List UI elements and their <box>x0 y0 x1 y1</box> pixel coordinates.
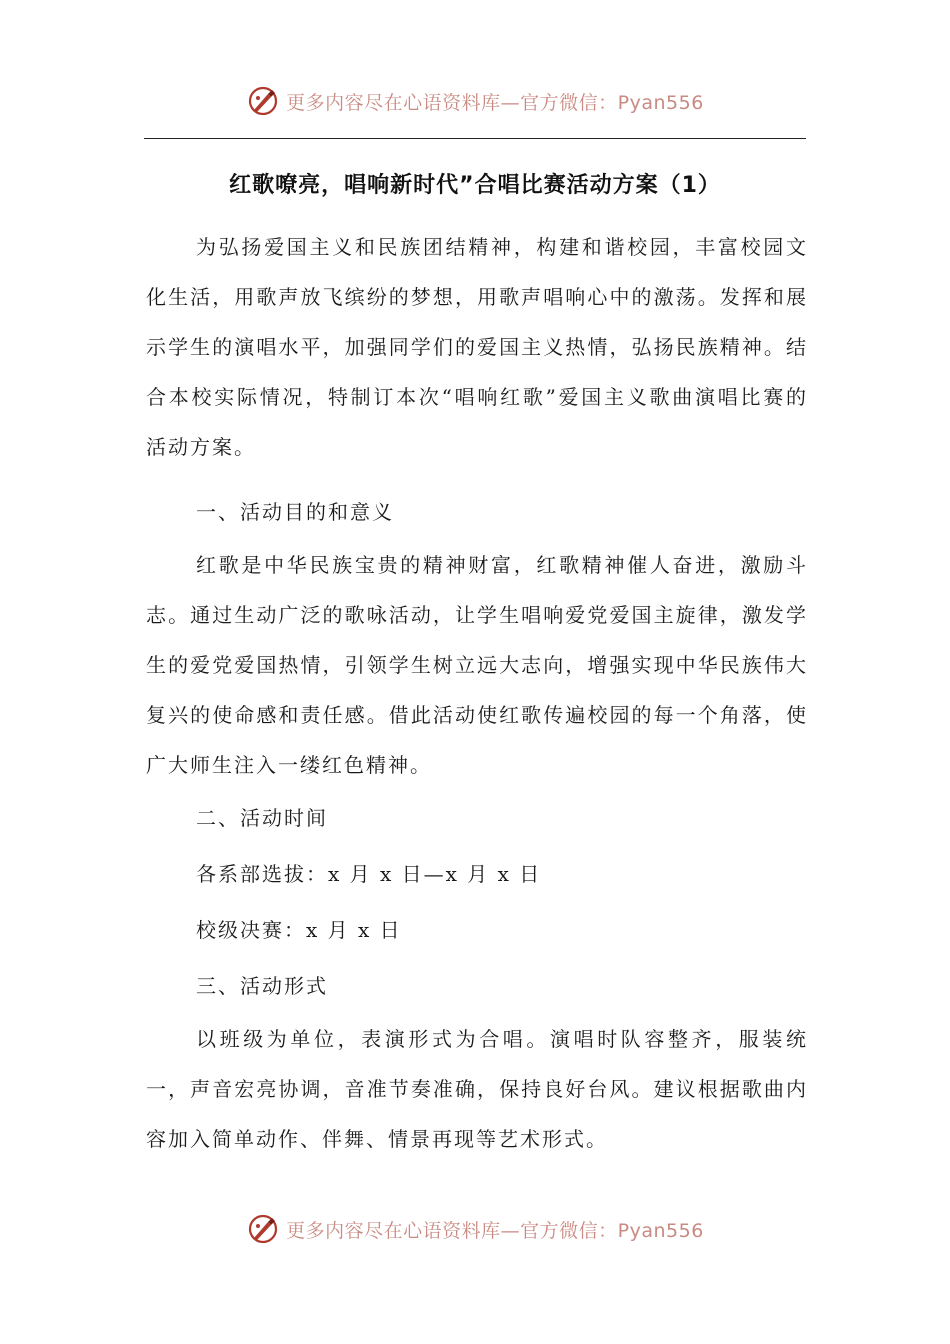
pen-circle-logo-icon <box>246 84 280 118</box>
document-title: 红歌嘹亮，唱响新时代”合唱比赛活动方案（1） <box>229 173 721 198</box>
document-body <box>146 222 808 1164</box>
section-heading-purpose: 一、活动目的和意义 <box>196 500 394 524</box>
intro-paragraph: 为弘扬爱国主义和民族团结精神，构建和谐校园，丰富校园文化生活，用歌声放飞缤纷的梦想，用歌声唱响心中的激荡。发挥和展示学生的演唱水平，加强同学们的爱国主义热情，弘扬民族精神。结合本校实际情况，特制订本次“唱响红歌”爱国主义歌曲演唱比赛的活动方案。 <box>146 235 808 459</box>
section-body-format: 以班级为单位，表演形式为合唱。演唱时队容整齐，服装统一，声音宏亮协调，音准节奏准确，保持良好台风。建议根据歌曲内容加入简单动作、伴舞、情景再现等艺术形式。 <box>146 1027 808 1151</box>
footer-watermark <box>0 1212 950 1246</box>
time-line-preliminary: 各系部选拔：x 月 x 日—x 月 x 日 <box>196 862 542 886</box>
section-heading-time: 二、活动时间 <box>196 806 328 830</box>
header-watermark <box>0 84 950 118</box>
header-divider <box>144 138 806 139</box>
watermark-text: 更多内容尽在心语资料库—官方微信：Pyan556 <box>286 91 704 114</box>
section-heading-format: 三、活动形式 <box>196 974 328 998</box>
pen-circle-logo-icon <box>246 1212 280 1246</box>
watermark-text: 更多内容尽在心语资料库—官方微信：Pyan556 <box>286 1219 704 1242</box>
time-line-final: 校级决赛：x 月 x 日 <box>196 918 402 942</box>
section-body-purpose: 红歌是中华民族宝贵的精神财富，红歌精神催人奋进，激励斗志。通过生动广泛的歌咏活动，让学生唱响爱党爱国主旋律，激发学生的爱党爱国热情，引领学生树立远大志向，增强实现中华民族伟大复兴的使命感和责任感。借此活动使红歌传遍校园的每一个角落，使广大师生注入一缕红色精神。 <box>146 553 808 777</box>
